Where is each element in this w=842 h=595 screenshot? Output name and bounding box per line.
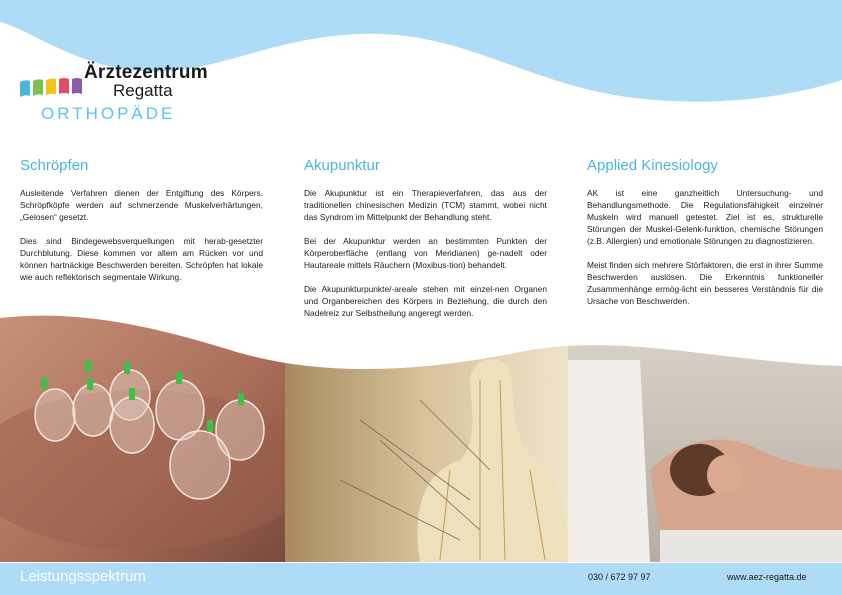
section-paragraph: Die Akupunkturpunkte/-areale stehen mit einzel-nen Organen und Organbereichen des Körpers in Beziehung, die durch den Nadelreiz zur Selbstheilung angeregt werden.	[304, 284, 547, 318]
section-paragraph: Ausleitende Verfahren dienen der Entgiftung des Körpers. Schröpfköpfe werden auf schmerzende Muskelverhärtungen, „Gelosen“ gesetzt.	[20, 188, 263, 222]
section-paragraph: Meist finden sich mehrere Störfaktoren, die erst in ihrer Summe Beschwerden auslösen. Die Erkenntnis funktioneller Zusammenhänge ermög-licht ein besseres Verständnis für die Ursache von Beschwerden.	[587, 260, 823, 306]
section-title: Schröpfen	[20, 157, 89, 174]
footer-website-link[interactable]: www.aez-regatta.de	[727, 572, 807, 582]
section-title: Applied Kinesiology	[587, 157, 718, 174]
logo-name: Ärztezentrum	[84, 62, 208, 83]
photo-acupuncture	[285, 300, 568, 562]
footer-phone[interactable]: 030 / 672 97 97	[588, 572, 651, 582]
photo-cupping	[0, 300, 310, 562]
section-title: Akupunktur	[304, 157, 380, 174]
logo-specialty: ORTHOPÄDE	[41, 104, 176, 123]
footer-title: Leistungsspektrum	[20, 568, 146, 585]
photo-kinesiology	[568, 300, 842, 562]
section-paragraph: Die Akupunktur ist ein Therapieverfahren, das aus der traditionellen chinesischen Medizin (TCM) stammt, wobei nicht das Syndrom im Mittelpunkt der Behandlung steht.	[304, 188, 547, 222]
section-paragraph: AK ist eine ganzheitlich Untersuchung- und Behandlungsmethode. Die Regulationsfähigkeit einzelner Muskeln wird manuell getestet. Ziel ist es, strukturelle Störungen der Muskel-Gelenk-funktion, chemische Störungen (z.B. Allergien) und emotionale Störungen zu diagnostizieren.	[587, 188, 823, 246]
section-paragraph: Bei der Akupunktur werden an bestimmten Punkten der Körperoberfläche (entlang von Meridianen) ge-nadelt oder Hautareale mittels Räuchern (Moxibus-tion) behandelt.	[304, 236, 547, 270]
logo-location: Regatta	[113, 81, 173, 100]
section-paragraph: Dies sind Bindegewebsverquellungen mit herab-gesetzter Durchblutung. Diese kommen vor allem am Rücken vor und können hartnäckige Beschwerden bereiten. Schröpfen hat lokale wie auch reflektorisch segmentale Wirkung.	[20, 236, 263, 282]
